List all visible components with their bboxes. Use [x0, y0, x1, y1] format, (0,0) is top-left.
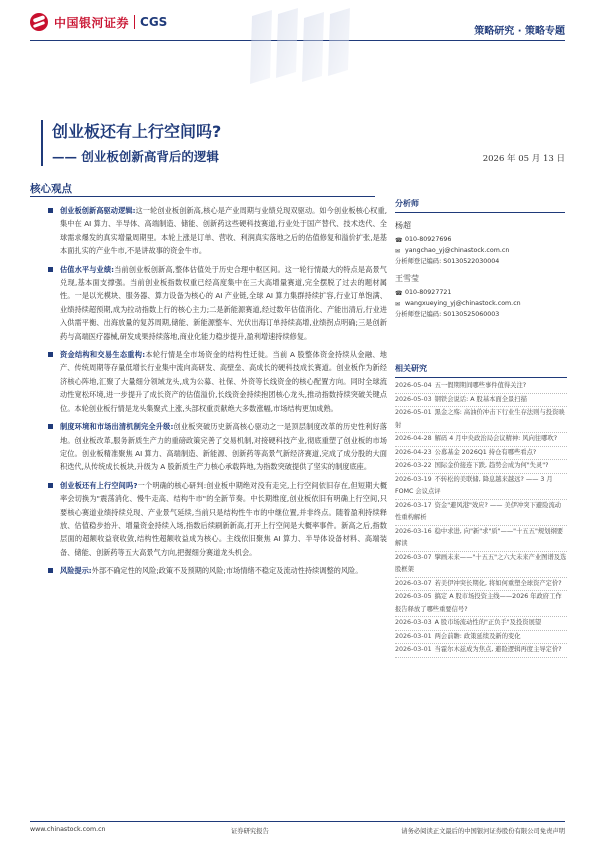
report-title: 创业板还有上行空间吗?: [52, 122, 222, 141]
related-item-date: 2026-03-01: [395, 646, 432, 653]
related-item[interactable]: [395, 631, 567, 645]
key-point-heading: 创业板创新高驱动逻辑:: [60, 206, 136, 215]
related-item-date: 2026-04-23: [395, 448, 432, 456]
related-item-date: 2026-03-03: [395, 619, 432, 626]
key-point-text: 这一轮创业板创新高,核心是产业周期与业绩兑现双驱动。如今创业板核心权重,集中在 AI 算力、半导体、高端制造、储能、创新药这些硬科技赛道,行业处于国产替代、技术迭代、全球需求爆发的真实增量周期里。本轮上涨是订单、营收、利润真实落地之后的估值修复和溢价扩张,是基本面扎实的产业牛市,不是讲故事的资金牛市。: [60, 206, 387, 256]
phone-icon: ☎: [395, 290, 403, 297]
key-point-heading: 资金结构和交易生态重构:: [60, 350, 146, 360]
phone-number: 010-80927721: [405, 289, 452, 296]
related-item[interactable]: [395, 591, 567, 617]
phone-number: 010-80927696: [405, 236, 452, 243]
related-item-title[interactable]: 五一假期期间哪些事件值得关注?: [434, 382, 527, 389]
related-item-date: 2026-03-17: [395, 501, 432, 509]
key-point: [30, 420, 387, 474]
logo-divider: [134, 15, 135, 29]
related-item-date: 2026-05-01: [395, 409, 432, 416]
report-category: 策略研究 · 策略专题: [474, 26, 565, 37]
bullet-marker: [48, 483, 53, 488]
footer-disclaimer: 请务必阅读正文最后的中国银河证券股份有限公司免责声明: [401, 828, 565, 835]
key-point-text: 创业板突破历史新高核心驱动之一是顶层制度改革的历史性利好落地。创业板改革,服务新质生产力的重磅政策完善了交易机制,对接硬科技产业,彻底重塑了创业板的市场定位。创业板精准聚焦 AI 算力、高端制造、新能源、创新药等高景气新经济赛道,完成了成分股的大面积迭代,从传统成长板块,升级为 A 股新质生产力核心承载阵地,为指数突破提供了坚实的制度底座。: [60, 422, 387, 472]
related-item-title[interactable]: 公募基金 2026Q1 持仓有哪些看点?: [434, 448, 537, 456]
related-item[interactable]: [395, 433, 567, 447]
related-item-title[interactable]: 不转松的美联储, 降息越来越远? —— 3 月 FOMC 会议点评: [395, 475, 553, 495]
related-item[interactable]: [395, 552, 567, 578]
key-point: [30, 204, 387, 258]
related-item-title[interactable]: 当霍尔木兹成为焦点, 避险逻辑再度主导定价?: [434, 646, 562, 653]
bullet-marker: [48, 352, 53, 357]
email-icon: ✉: [395, 301, 401, 308]
watermark-graphic: [248, 8, 358, 90]
key-point-heading: 风险提示:: [60, 566, 92, 576]
related-item[interactable]: [395, 447, 567, 461]
related-item-date: 2026-03-05: [395, 593, 432, 600]
bullet-marker: [48, 267, 53, 272]
related-item[interactable]: [395, 500, 567, 526]
email-address[interactable]: yangchao_yj@chinastock.com.cn: [405, 247, 510, 254]
email-icon: ✉: [395, 248, 401, 255]
key-point: [30, 263, 387, 343]
logo-text-cn: 中国银河证券: [54, 15, 130, 30]
email-address[interactable]: wangxueying_yj@chinastock.com.cn: [405, 300, 521, 307]
related-item[interactable]: [395, 394, 567, 408]
related-item[interactable]: [395, 380, 567, 394]
related-item-date: 2026-03-07: [395, 579, 432, 587]
related-item-date: 2026-03-07: [395, 553, 432, 561]
section-heading: 核心观点: [30, 183, 72, 195]
related-item[interactable]: [395, 526, 567, 552]
related-item-title[interactable]: 黑金之殇: 高油价冲击下行业生存法则与投资映射: [395, 409, 565, 429]
related-item-title[interactable]: 两会前瞻: 政策延续及新的变化: [434, 632, 521, 640]
footer-website[interactable]: www.chinastock.com.cn: [30, 826, 106, 833]
key-point-heading: 制度环境和市场出清机制完全升级:: [60, 422, 174, 432]
analyst-registration: 分析师登记编码: S0130525060003: [395, 311, 500, 318]
key-point-text: 外部不确定性的风险;政策不及预期的风险;市场情绪不稳定及流动性持续调整的风险。: [91, 566, 363, 576]
related-item[interactable]: [395, 407, 567, 433]
related-research: [395, 363, 567, 658]
related-item[interactable]: [395, 474, 567, 500]
logo-icon: [30, 13, 48, 31]
footer-report-type: 证券研究报告: [231, 828, 269, 835]
related-item-title[interactable]: 解码 4 月中央政治局会议精神: 风向往哪吹?: [434, 435, 558, 442]
related-list: [395, 380, 567, 658]
related-item[interactable]: [395, 578, 567, 592]
related-item-title[interactable]: 国际金价接连下跌, 趋势会成为何"失灵"?: [434, 462, 549, 469]
related-item-title[interactable]: 稳中求进, 向"新"求"质"——"十五五"规划纲要解读: [395, 527, 564, 547]
related-item-date: 2026-03-16: [395, 527, 432, 535]
related-item-title[interactable]: 若美伊冲突长期化, 将如何重塑全球资产定价?: [434, 579, 562, 587]
phone-icon: ☎: [395, 237, 403, 244]
analyst-phone: [395, 287, 565, 298]
related-item-date: 2026-05-03: [395, 395, 432, 403]
bullet-marker: [48, 424, 53, 429]
analyst-email[interactable]: [395, 298, 565, 309]
related-item-title[interactable]: 资金"避风港"效应? —— 美伊冲突下避险流动性重构解析: [395, 501, 562, 521]
related-item-date: 2026-03-19: [395, 475, 432, 483]
key-point-heading: 估值水平与业绩:: [60, 264, 115, 274]
title-accent-bar: [41, 120, 43, 166]
analyst-registration: 分析师登记编码: S0130522030004: [395, 258, 500, 265]
analyst-panel: [395, 198, 565, 320]
key-point-text: 一个明确的核心研判:创业板中期绝对没有走完,上行空间依旧存在,但短期大概率会切换为"震荡消化、慢牛走高、结构牛市"的全新节奏。中长期维度,创业板依旧有明确上行空间,只要核心赛道业绩持续兑现、产业景气延续,当前只是结构性牛市的中继位置,并非终点。随着盈利持续释放、估值稳步抬升、增量资金持续入场,指数后续刷新新高,打开上行空间是大概率事件。新高之后,指数层面的超额收益衰收敛,结构性超额收益成为核心。主线依旧聚焦 AI 算力、半导体设备材料、高端装备、储能、创新药等五大高景气方向,把握细分赛道龙头机会。: [60, 480, 388, 557]
related-heading: 相关研究: [395, 363, 567, 378]
bullet-marker: [48, 208, 53, 213]
related-item[interactable]: [395, 617, 567, 631]
key-point-text: 当前创业板创新高,整体估值处于历史合理中枢区间。这一轮行情最大的特点是高景气兑现,基本面支撑强。当前创业板指数权重已经高度集中在三大高增量赛道,完全摆脱了过去的题材属性。一是以光模块、服务器、算力设备为核心的 AI 产业链,全球 AI 算力集群持续扩容,行业订单饱满、业绩持续超预期,成为拉动指数上行的核心主力;二是新能源赛道,经过数年估值消化、产能出清后,行业进入供需平衡、出海放量的复苏周期,储能、新能源整车、光伏出海订单持续高增,业绩拐点明确;三是创新药与高端医疗器械,研发成果持续落地,商业化能力稳步提升,盈利增速持续修复。: [60, 264, 387, 341]
related-item-title[interactable]: A 股市场流动性的"正负手"及投资展望: [434, 619, 542, 626]
related-item-title[interactable]: 钢铁会说话: A 股基本面全景扫描: [434, 395, 527, 403]
key-point: [30, 479, 387, 559]
related-item[interactable]: [395, 460, 567, 474]
report-date: 2026 年 05 月 13 日: [482, 154, 565, 164]
company-logo: [30, 12, 167, 32]
section-divider: [30, 196, 375, 197]
key-point: [30, 348, 387, 415]
key-point-text: 本轮行情是全市场资金的结构性迁徙。当前 A 股整体资金持续从金融、地产、传统周期等存量低增长行业集中流向高研发、高壁垒、高成长的硬科技成长赛道。创业板作为新经济核心阵地,汇聚了大量细分领域龙头,成为公募、社保、外资等长线资金的核心配置方向。同时全球流动性宽松环境,进一步提升了成长资产的估值溢价,长线资金持续抱团核心龙头,推动指数持续突破关键点位。本轮创业板行情是龙头集聚式上涨,头部权重贡献绝大多数涨幅,市场结构更加成熟。: [60, 350, 387, 413]
related-item[interactable]: [395, 644, 567, 658]
analyst-heading: 分析师: [395, 198, 565, 213]
logo-text-en: CGS: [140, 15, 168, 29]
analyst-name: 王雪莹: [395, 274, 419, 283]
analyst-name: 杨超: [395, 221, 411, 230]
related-item-date: 2026-03-22: [395, 462, 432, 469]
analyst-phone: [395, 234, 565, 245]
related-item-date: 2026-03-01: [395, 632, 432, 640]
key-point-heading: 创业板还有上行空间吗?: [60, 480, 138, 490]
related-item-date: 2026-05-04: [395, 382, 432, 389]
analyst-email[interactable]: [395, 245, 565, 256]
key-point: [30, 564, 387, 577]
related-item-title[interactable]: 搞定 A 股市场投资主线——2026 年政府工作报告释放了哪些重要信号?: [395, 593, 562, 613]
key-points: [30, 204, 387, 578]
bullet-marker: [48, 568, 53, 573]
report-subtitle: —— 创业板创新高背后的逻辑: [52, 149, 219, 164]
related-item-title[interactable]: 擘画未来——"十五五"之六大未来产业图谱及选股框架: [395, 553, 567, 573]
related-item-date: 2026-04-28: [395, 435, 432, 442]
footer-divider: [30, 821, 565, 822]
